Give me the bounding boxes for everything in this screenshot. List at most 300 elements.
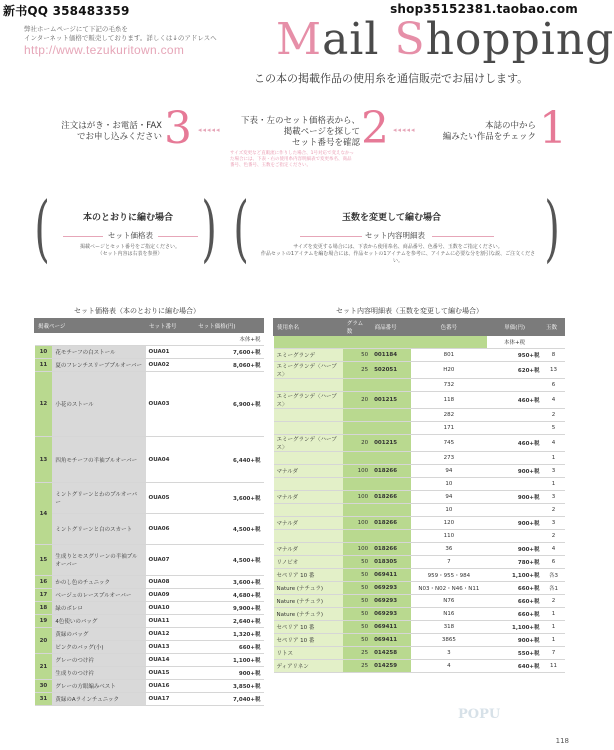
right-box-subheading: セット内容明細表 [365, 231, 425, 240]
page-number-cell: 11 [35, 359, 53, 372]
table-row [274, 556, 565, 569]
unit-price-cell: 780+税 [487, 556, 543, 569]
yarn-name-cell: Nature (ナチュラ) [274, 582, 344, 595]
grams-cell: 50 [343, 621, 371, 634]
unit-price-cell [487, 452, 543, 465]
color-number-cell: 10 [411, 504, 487, 517]
grams-cell [343, 478, 371, 491]
left-header-set: セット番号 [146, 319, 195, 333]
item-name-cell: かのし色のチュニック [52, 576, 145, 589]
page-number-cell: 19 [35, 615, 53, 628]
yarn-name-cell [274, 422, 344, 435]
set-number-cell: OUA11 [146, 615, 195, 628]
ball-count-cell: 1 [543, 452, 565, 465]
set-number-cell: OUA02 [146, 359, 195, 372]
price-cell: 9,900+税 [195, 602, 264, 615]
set-number-cell: OUA15 [146, 667, 195, 680]
set-number-cell: OUA10 [146, 602, 195, 615]
table-row [274, 660, 565, 673]
price-cell: 900+税 [195, 667, 264, 680]
unit-price-cell: 900+税 [487, 634, 543, 647]
ball-count-cell: 各1 [543, 582, 565, 595]
ball-count-cell: 各3 [543, 569, 565, 582]
step-2-line-3: セット番号を確認 [291, 138, 360, 148]
ball-count-cell: 2 [543, 595, 565, 608]
set-number-cell: OUA09 [146, 589, 195, 602]
yarn-name-cell: マナルダ [274, 543, 344, 556]
table-row [274, 452, 565, 465]
ball-count-cell: 4 [543, 543, 565, 556]
yarn-name-cell: Nature (ナチュラ) [274, 595, 344, 608]
right-tax-note: 本体+税 [487, 336, 543, 349]
set-number-cell: OUA01 [146, 346, 195, 359]
ball-count-cell: 5 [543, 422, 565, 435]
table-row [274, 647, 565, 660]
yarn-name-cell: マナルダ [274, 491, 344, 504]
grams-cell: 25 [343, 660, 371, 673]
right-table-caption: セット内容明細表（玉数を変更して編む場合） [336, 307, 483, 315]
table-row [274, 569, 565, 582]
unit-price-cell [487, 504, 543, 517]
step-3-line-1: 注文はがき・お電話・FAX [61, 121, 162, 131]
table-row [274, 517, 565, 530]
left-box-note [60, 244, 200, 258]
page-number-cell: 15 [35, 545, 53, 576]
item-name-cell: 花モチーフの白ストール [52, 346, 145, 359]
color-number-cell: 282 [411, 409, 487, 422]
table-row [35, 654, 264, 667]
color-number-cell: 7 [411, 556, 487, 569]
yarn-name-cell: セペリア 10 番 [274, 621, 344, 634]
color-number-cell: 318 [411, 621, 487, 634]
yarn-name-cell: エミーグランデ [274, 349, 344, 362]
grams-cell: 50 [343, 582, 371, 595]
item-name-cell: 小花のストール [52, 372, 145, 437]
product-code-cell: 014259 [371, 660, 411, 673]
ball-count-cell: 4 [543, 435, 565, 452]
price-cell: 3,600+税 [195, 576, 264, 589]
table-row [274, 465, 565, 478]
table-row [35, 615, 264, 628]
watermark-shop: shop35152381.taobao.com [390, 2, 578, 16]
set-number-cell: OUA08 [146, 576, 195, 589]
page-number-cell: 31 [35, 693, 53, 706]
color-number-cell: 118 [411, 392, 487, 409]
ball-count-cell: 11 [543, 660, 565, 673]
product-code-cell: 069411 [371, 621, 411, 634]
watermark-qq: 新书QQ 358483359 [3, 4, 130, 18]
table-row [274, 504, 565, 517]
table-row [35, 641, 264, 654]
step-2-text [230, 116, 360, 149]
title-cap-s: S [394, 14, 426, 65]
yarn-name-cell: エミーグランデ〈ハーブス〉 [274, 362, 344, 379]
item-name-cell: ミントグリーンと白のスカート [52, 514, 145, 545]
product-code-cell: 069293 [371, 608, 411, 621]
right-box-heading: 玉数を変更して編む場合 [342, 213, 442, 223]
set-price-table [34, 318, 264, 706]
left-tax-row [35, 333, 264, 346]
unit-price-cell: 660+税 [487, 595, 543, 608]
step-3-line-2: でお申し込みください [76, 132, 162, 142]
title-cap-m: M [276, 14, 323, 65]
price-cell: 1,100+税 [195, 654, 264, 667]
ball-count-cell: 2 [543, 530, 565, 543]
color-number-cell: 273 [411, 452, 487, 465]
ball-count-cell: 1 [543, 621, 565, 634]
color-number-cell: 732 [411, 379, 487, 392]
step-3-number: 3 [164, 103, 192, 154]
title-rest-1: ail [322, 14, 395, 65]
ball-count-cell: 3 [543, 465, 565, 478]
page-number-cell: 16 [35, 576, 53, 589]
item-name-cell: グレーの方眼編みベスト [52, 680, 145, 693]
item-name-cell: 四角モチーフの半袖プルオーバー [52, 437, 145, 483]
unit-price-cell: 1,100+税 [487, 569, 543, 582]
grams-cell: 20 [343, 435, 371, 452]
page-number-cell: 14 [35, 483, 53, 545]
table-row [274, 491, 565, 504]
website-url[interactable]: http://www.tezukuritown.com [24, 43, 185, 57]
product-code-cell [371, 478, 411, 491]
table-row [274, 478, 565, 491]
page-number-cell: 12 [35, 372, 53, 437]
set-number-cell: OUA07 [146, 545, 195, 576]
color-number-cell: 171 [411, 422, 487, 435]
grams-cell: 25 [343, 362, 371, 379]
product-code-cell [371, 379, 411, 392]
grams-cell [343, 379, 371, 392]
yarn-name-cell: リトス [274, 647, 344, 660]
table-row [35, 514, 264, 545]
left-header-page: 掲載ページ [35, 319, 146, 333]
product-code-cell: 069411 [371, 634, 411, 647]
price-cell: 3,850+税 [195, 680, 264, 693]
price-cell: 4,500+税 [195, 545, 264, 576]
product-code-cell: 069293 [371, 582, 411, 595]
table-row [274, 435, 565, 452]
page-number: 118 [555, 737, 569, 745]
right-close-bracket: ) [544, 186, 560, 270]
ball-count-cell: 13 [543, 362, 565, 379]
unit-price-cell: 660+税 [487, 582, 543, 595]
yarn-name-cell: マナルダ [274, 465, 344, 478]
yarn-name-cell [274, 504, 344, 517]
table-row [274, 422, 565, 435]
yarn-name-cell: リノビオ [274, 556, 344, 569]
left-tax-note: 本体+税 [195, 333, 264, 346]
price-cell: 7,600+税 [195, 346, 264, 359]
page-subtitle: この本の掲載作品の使用糸を通信販売でお届けします。 [254, 72, 529, 85]
product-code-cell: 001184 [371, 349, 411, 362]
right-box-rule-right [432, 236, 494, 237]
item-name-cell: 緑のボレロ [52, 602, 145, 615]
page-number-cell: 13 [35, 437, 53, 483]
set-number-cell: OUA06 [146, 514, 195, 545]
price-cell: 3,600+税 [195, 483, 264, 514]
right-table-body [274, 336, 565, 673]
page-number-cell: 20 [35, 628, 53, 654]
step-2-line-1: 下表・左のセット価格表から、 [240, 116, 360, 126]
unit-price-cell: 900+税 [487, 543, 543, 556]
step-arrow-2: ◂◂◂◂◂ [393, 126, 416, 134]
yarn-name-cell [274, 478, 344, 491]
unit-price-cell: 550+税 [487, 647, 543, 660]
item-name-cell: 夏のフレンチスリーブプルオーバー [52, 359, 145, 372]
right-open-bracket: ( [233, 186, 249, 270]
color-number-cell: N16 [411, 608, 487, 621]
table-row [274, 362, 565, 379]
price-cell: 4,500+税 [195, 514, 264, 545]
yarn-name-cell: エミーグランデ〈ハーブス〉 [274, 392, 344, 409]
table-row [274, 543, 565, 556]
table-row [35, 359, 264, 372]
left-table-header [35, 319, 264, 333]
right-header-code: 商品番号 [371, 319, 411, 336]
table-row [35, 372, 264, 437]
product-code-cell: 014258 [371, 647, 411, 660]
right-box-rule-left [300, 236, 362, 237]
price-cell: 6,900+税 [195, 372, 264, 437]
table-row [274, 595, 565, 608]
grams-cell [343, 409, 371, 422]
yarn-name-cell: マナルダ [274, 517, 344, 530]
left-box-note-2: （セット内容は右表を参照） [97, 251, 163, 257]
set-number-cell: OUA03 [146, 372, 195, 437]
color-number-cell: 745 [411, 435, 487, 452]
yarn-name-cell: セペリア 10 番 [274, 634, 344, 647]
table-row [35, 667, 264, 680]
item-name-cell: ベージュのレースプルオーバー [52, 589, 145, 602]
unit-price-cell: 460+税 [487, 435, 543, 452]
color-number-cell: 801 [411, 349, 487, 362]
table-row [274, 530, 565, 543]
right-tax-row [274, 336, 565, 349]
product-code-cell: 069293 [371, 595, 411, 608]
color-number-cell: 3 [411, 647, 487, 660]
ball-count-cell: 1 [543, 634, 565, 647]
left-open-bracket: ( [34, 186, 50, 270]
product-code-cell [371, 452, 411, 465]
set-number-cell: OUA05 [146, 483, 195, 514]
grams-cell: 50 [343, 556, 371, 569]
color-number-cell: 959・955・984 [411, 569, 487, 582]
yarn-name-cell [274, 530, 344, 543]
right-box-note [258, 244, 538, 265]
color-number-cell: 10 [411, 478, 487, 491]
left-box-rule-right [158, 236, 198, 237]
price-cell: 6,440+税 [195, 437, 264, 483]
intro-line-2: インターネット価格で販売しております。詳しくは↓のアドレスへ [24, 34, 217, 42]
item-name-cell: 生成りとモスグリーンの半袖プルオーバー [52, 545, 145, 576]
item-name-cell: 4色使いのバッグ [52, 615, 145, 628]
step-2-line-2: 掲載ページを探して [283, 127, 360, 137]
unit-price-cell: 900+税 [487, 465, 543, 478]
page-number-cell: 21 [35, 654, 53, 680]
grams-cell: 100 [343, 543, 371, 556]
page-number-cell: 17 [35, 589, 53, 602]
set-number-cell: OUA14 [146, 654, 195, 667]
product-code-cell: 001215 [371, 435, 411, 452]
unit-price-cell [487, 409, 543, 422]
product-code-cell: 069411 [371, 569, 411, 582]
table-row [274, 392, 565, 409]
left-box-subheading: セット価格表 [108, 231, 153, 240]
set-contents-table [273, 318, 565, 673]
watermark-bottom: POPU [458, 707, 501, 722]
right-header-color: 色番号 [411, 319, 487, 336]
left-box-rule-left [63, 236, 103, 237]
grams-cell: 50 [343, 634, 371, 647]
unit-price-cell: 640+税 [487, 660, 543, 673]
grams-cell [343, 530, 371, 543]
step-arrow-3: ◂◂◂◂◂ [198, 126, 221, 134]
table-row [35, 545, 264, 576]
step-1-line-1: 本誌の中から [484, 121, 536, 131]
right-header-grams: グラム数 [343, 319, 371, 336]
page-number-cell: 10 [35, 346, 53, 359]
grams-cell: 20 [343, 392, 371, 409]
table-row [35, 483, 264, 514]
color-number-cell: 36 [411, 543, 487, 556]
grams-cell: 50 [343, 569, 371, 582]
unit-price-cell: 950+税 [487, 349, 543, 362]
grams-cell: 100 [343, 517, 371, 530]
set-number-cell: OUA16 [146, 680, 195, 693]
item-name-cell: 生成りのつけ衿 [52, 667, 145, 680]
grams-cell: 50 [343, 608, 371, 621]
unit-price-cell [487, 530, 543, 543]
grams-cell: 50 [343, 595, 371, 608]
product-code-cell: 018305 [371, 556, 411, 569]
product-code-cell [371, 530, 411, 543]
color-number-cell: H20 [411, 362, 487, 379]
intro-text [24, 25, 217, 43]
price-cell: 8,060+税 [195, 359, 264, 372]
ball-count-cell: 8 [543, 349, 565, 362]
product-code-cell: 502051 [371, 362, 411, 379]
set-number-cell: OUA04 [146, 437, 195, 483]
step-1-number: 1 [539, 103, 567, 154]
table-row [35, 346, 264, 359]
price-cell: 1,320+税 [195, 628, 264, 641]
color-number-cell: 94 [411, 465, 487, 478]
intro-line-1: 弊社ホームページにて下記の毛糸を [24, 25, 128, 33]
step-3-text [30, 121, 162, 143]
yarn-name-cell: ディアリネン [274, 660, 344, 673]
color-number-cell: 4 [411, 660, 487, 673]
color-number-cell: 110 [411, 530, 487, 543]
step-1-text [430, 121, 536, 143]
item-name-cell: ミントグリーンとわのプルオーバー [52, 483, 145, 514]
grams-cell: 100 [343, 491, 371, 504]
grams-cell [343, 504, 371, 517]
price-cell: 4,680+税 [195, 589, 264, 602]
table-row [35, 693, 264, 706]
ball-count-cell: 1 [543, 478, 565, 491]
table-row [35, 589, 264, 602]
product-code-cell [371, 409, 411, 422]
right-header-unit-price: 単価(円) [487, 319, 543, 336]
item-name-cell: グレーのつけ衿 [52, 654, 145, 667]
set-number-cell: OUA17 [146, 693, 195, 706]
price-cell: 7,040+税 [195, 693, 264, 706]
grams-cell [343, 452, 371, 465]
product-code-cell: 018266 [371, 491, 411, 504]
unit-price-cell [487, 478, 543, 491]
item-name-cell: 黄緑のバッグ [52, 628, 145, 641]
grams-cell: 50 [343, 349, 371, 362]
step-2-note: サイズ変更など直販流に作りした場合、1号対応で変えなかった場合には、下表・右の使用糸内容明細表で変更糸名、商品番号、色番号、玉数をご指定ください。 [230, 151, 355, 168]
right-table-header [274, 319, 565, 336]
yarn-name-cell: セペリア 10 番 [274, 569, 344, 582]
ball-count-cell: 6 [543, 556, 565, 569]
ball-count-cell: 1 [543, 608, 565, 621]
right-box-note-1: サイズを変更する場合には、下表から使用糸名、商品番号、色番号、玉数をご指定ください。 [293, 244, 503, 250]
yarn-name-cell: エミーグランデ〈ハーブス〉 [274, 435, 344, 452]
table-row [35, 680, 264, 693]
table-row [274, 634, 565, 647]
left-box-heading: 本のとおりに編む場合 [83, 213, 174, 223]
price-cell: 660+税 [195, 641, 264, 654]
left-table-caption: セット価格表（本のとおりに編む場合） [74, 307, 200, 315]
color-number-cell: 120 [411, 517, 487, 530]
unit-price-cell: 1,100+税 [487, 621, 543, 634]
ball-count-cell: 2 [543, 504, 565, 517]
table-row [35, 602, 264, 615]
ball-count-cell: 3 [543, 491, 565, 504]
color-number-cell: 3865 [411, 634, 487, 647]
price-cell: 2,640+税 [195, 615, 264, 628]
ball-count-cell: 6 [543, 379, 565, 392]
table-row [274, 349, 565, 362]
yarn-name-cell [274, 409, 344, 422]
right-header-yarn: 使用糸名 [274, 319, 344, 336]
unit-price-cell: 660+税 [487, 608, 543, 621]
color-number-cell: N03・N02・N46・N11 [411, 582, 487, 595]
ball-count-cell: 7 [543, 647, 565, 660]
product-code-cell: 018266 [371, 517, 411, 530]
item-name-cell: ピンクのバッグ(小) [52, 641, 145, 654]
grams-cell: 25 [343, 647, 371, 660]
step-1-line-2: 編みたい作品をチェック [442, 132, 536, 142]
unit-price-cell: 460+税 [487, 392, 543, 409]
product-code-cell: 018266 [371, 543, 411, 556]
yarn-name-cell: Nature (ナチュラ) [274, 608, 344, 621]
grams-cell [343, 422, 371, 435]
product-code-cell: 018266 [371, 465, 411, 478]
unit-price-cell: 620+税 [487, 362, 543, 379]
table-row [274, 409, 565, 422]
yarn-name-cell [274, 452, 344, 465]
table-row [35, 437, 264, 483]
right-header-qty: 玉数 [543, 319, 565, 336]
page-title [276, 14, 614, 65]
set-number-cell: OUA12 [146, 628, 195, 641]
item-name-cell: 黄緑のAラインチュニック [52, 693, 145, 706]
table-row [274, 582, 565, 595]
title-rest-2: hopping [425, 14, 614, 65]
grams-cell: 100 [343, 465, 371, 478]
color-number-cell: N76 [411, 595, 487, 608]
left-box-note-1: 掲載ページとセット番号をご指定ください。 [80, 244, 180, 250]
product-code-cell [371, 504, 411, 517]
ball-count-cell: 4 [543, 392, 565, 409]
table-row [274, 379, 565, 392]
unit-price-cell [487, 379, 543, 392]
product-code-cell: 001215 [371, 392, 411, 409]
page-number-cell: 18 [35, 602, 53, 615]
